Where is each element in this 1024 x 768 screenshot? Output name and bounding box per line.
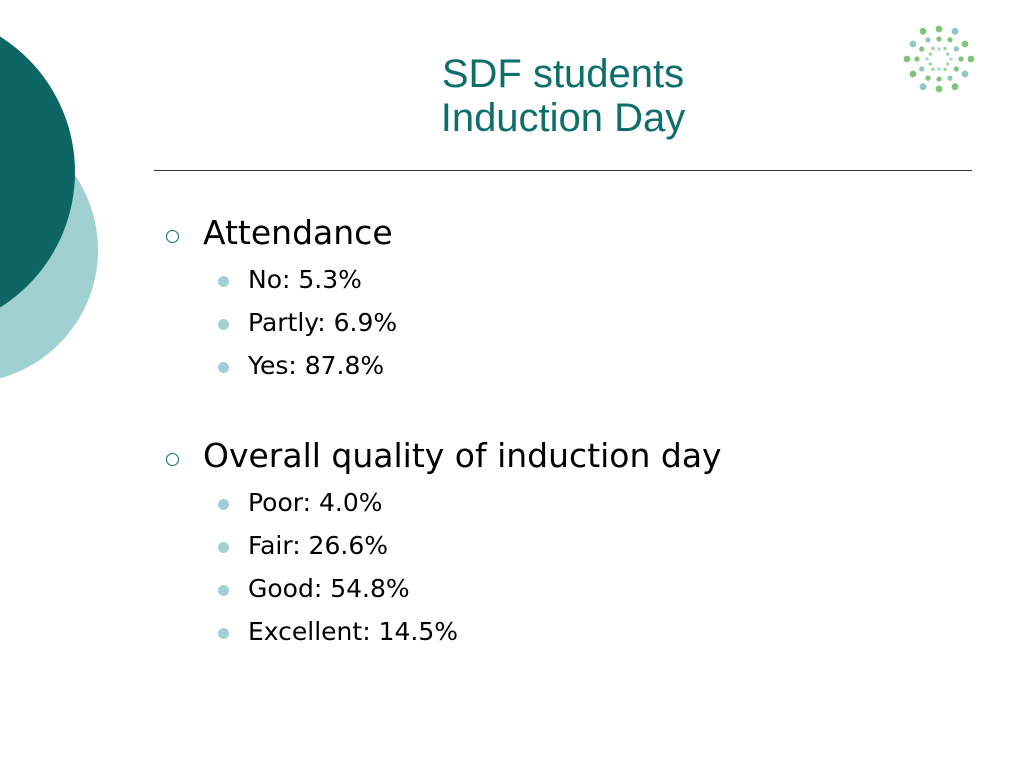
list-item: Yes: 87.8% [248,351,385,380]
filled-dot-bullet-icon [218,542,229,553]
section-heading: Overall quality of induction day [203,436,722,475]
filled-dot-bullet-icon [218,319,229,330]
list-item: Poor: 4.0% [248,488,383,517]
list-item: Partly: 6.9% [248,308,398,337]
title-line-1: SDF students [441,52,685,96]
list-item: No: 5.3% [248,265,362,294]
hollow-circle-bullet-icon [166,453,179,466]
filled-dot-bullet-icon [218,276,229,287]
filled-dot-bullet-icon [218,585,229,596]
title-line-2: Induction Day [440,96,686,140]
list-item: Fair: 26.6% [248,531,388,560]
filled-dot-bullet-icon [218,499,229,510]
hollow-circle-bullet-icon [166,230,179,243]
list-item: Good: 54.8% [248,574,410,603]
list-item: Excellent: 14.5% [248,617,458,646]
filled-dot-bullet-icon [218,628,229,639]
section-heading: Attendance [203,213,393,252]
filled-dot-bullet-icon [218,362,229,373]
